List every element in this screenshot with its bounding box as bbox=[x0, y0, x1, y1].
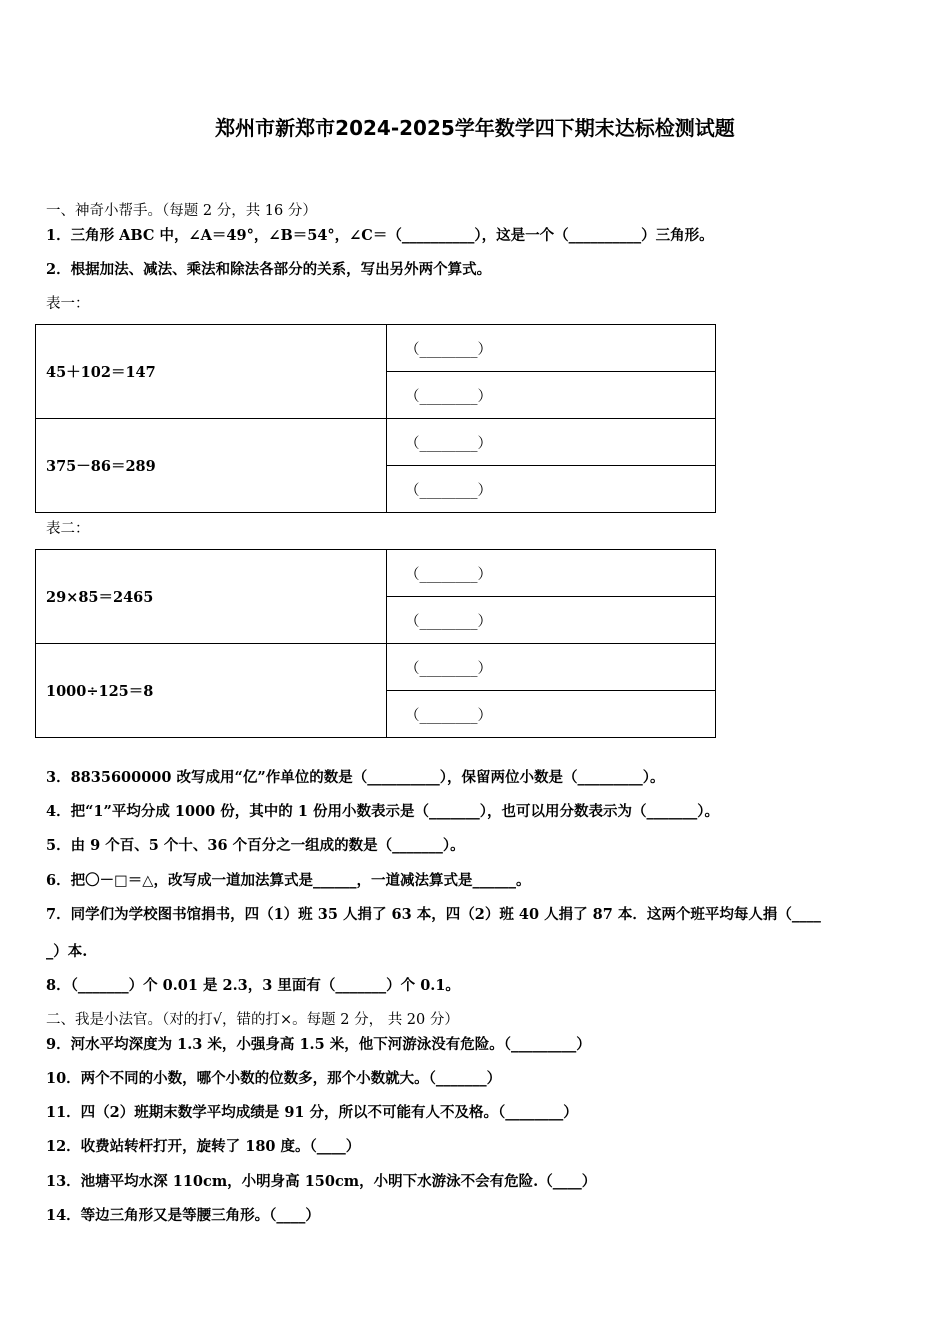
answer-blank[interactable]: （________） bbox=[387, 644, 716, 691]
table-row bbox=[36, 419, 716, 466]
question-9: 9．河水平均深度为 1.3 米，小强身高 1.5 米，他下河游泳没有危险。（_________） bbox=[46, 1036, 591, 1053]
question-14: 14．等边三角形又是等腰三角形。（____） bbox=[46, 1207, 320, 1224]
equation-cell: 1000÷125＝8 bbox=[36, 644, 387, 738]
table-2 bbox=[35, 549, 716, 738]
question-12: 12．收费站转杆打开，旋转了 180 度。（____） bbox=[46, 1138, 361, 1155]
table-row bbox=[36, 325, 716, 372]
question-8: 8．（_______）个 0.01 是 2.3，3 里面有（_______）个 0.1。 bbox=[46, 977, 460, 994]
table-row bbox=[36, 550, 716, 597]
answer-blank[interactable]: （________） bbox=[387, 597, 716, 644]
answer-blank[interactable]: （________） bbox=[387, 691, 716, 738]
page-title: 郑州市新郑市2024-2025学年数学四下期末达标检测试题 bbox=[215, 116, 735, 140]
question-5: 5．由 9 个百、5 个十、36 个百分之一组成的数是（_______）。 bbox=[46, 837, 465, 854]
answer-blank[interactable]: （________） bbox=[387, 372, 716, 419]
question-13: 13．池塘平均水深 110cm，小明身高 150cm，小明下水游泳不会有危险.（____） bbox=[46, 1173, 597, 1190]
question-2: 2．根据加法、减法、乘法和除法各部分的关系，写出另外两个算式。 bbox=[46, 261, 492, 278]
question-7: 7．同学们为学校图书馆捐书，四（1）班 35 人捐了 63 本，四（2）班 40 人捐了 87 本．这两个班平均每人捐（____ bbox=[46, 906, 821, 923]
section-heading-2: 二、我是小法官。（对的打√，错的打×。每题 2 分， 共 20 分） bbox=[46, 1012, 459, 1028]
equation-cell: 45＋102＝147 bbox=[36, 325, 387, 419]
answer-blank[interactable]: （________） bbox=[387, 419, 716, 466]
equation-cell: 375－86＝289 bbox=[36, 419, 387, 513]
answer-blank[interactable]: （________） bbox=[387, 325, 716, 372]
question-10: 10．两个不同的小数，哪个小数的位数多，那个小数就大。（_______） bbox=[46, 1070, 502, 1087]
table-row bbox=[36, 644, 716, 691]
table-1-label: 表一： bbox=[46, 296, 90, 312]
table-1 bbox=[35, 324, 716, 513]
table-2-label: 表二： bbox=[46, 521, 90, 537]
question-6: 6．把〇－□＝△，改写成一道加法算式是______，一道减法算式是______。 bbox=[46, 872, 531, 889]
question-4: 4．把“1”平均分成 1000 份，其中的 1 份用小数表示是（_______），也可以用分数表示为（_______）。 bbox=[46, 803, 719, 820]
question-11: 11．四（2）班期末数学平均成绩是 91 分，所以不可能有人不及格。（________） bbox=[46, 1104, 578, 1121]
question-1: 1．三角形 ABC 中，∠A＝49°，∠B＝54°，∠C＝（__________），这是一个（__________）三角形。 bbox=[46, 227, 714, 244]
question-3: 3．8835600000 改写成用“亿”作单位的数是（__________），保留两位小数是（_________）。 bbox=[46, 769, 665, 786]
section-heading-1: 一、神奇小帮手。（每题 2 分，共 16 分） bbox=[46, 203, 317, 219]
question-7-continued: _）本. bbox=[46, 943, 88, 960]
answer-blank[interactable]: （________） bbox=[387, 466, 716, 513]
answer-blank[interactable]: （________） bbox=[387, 550, 716, 597]
equation-cell: 29×85＝2465 bbox=[36, 550, 387, 644]
